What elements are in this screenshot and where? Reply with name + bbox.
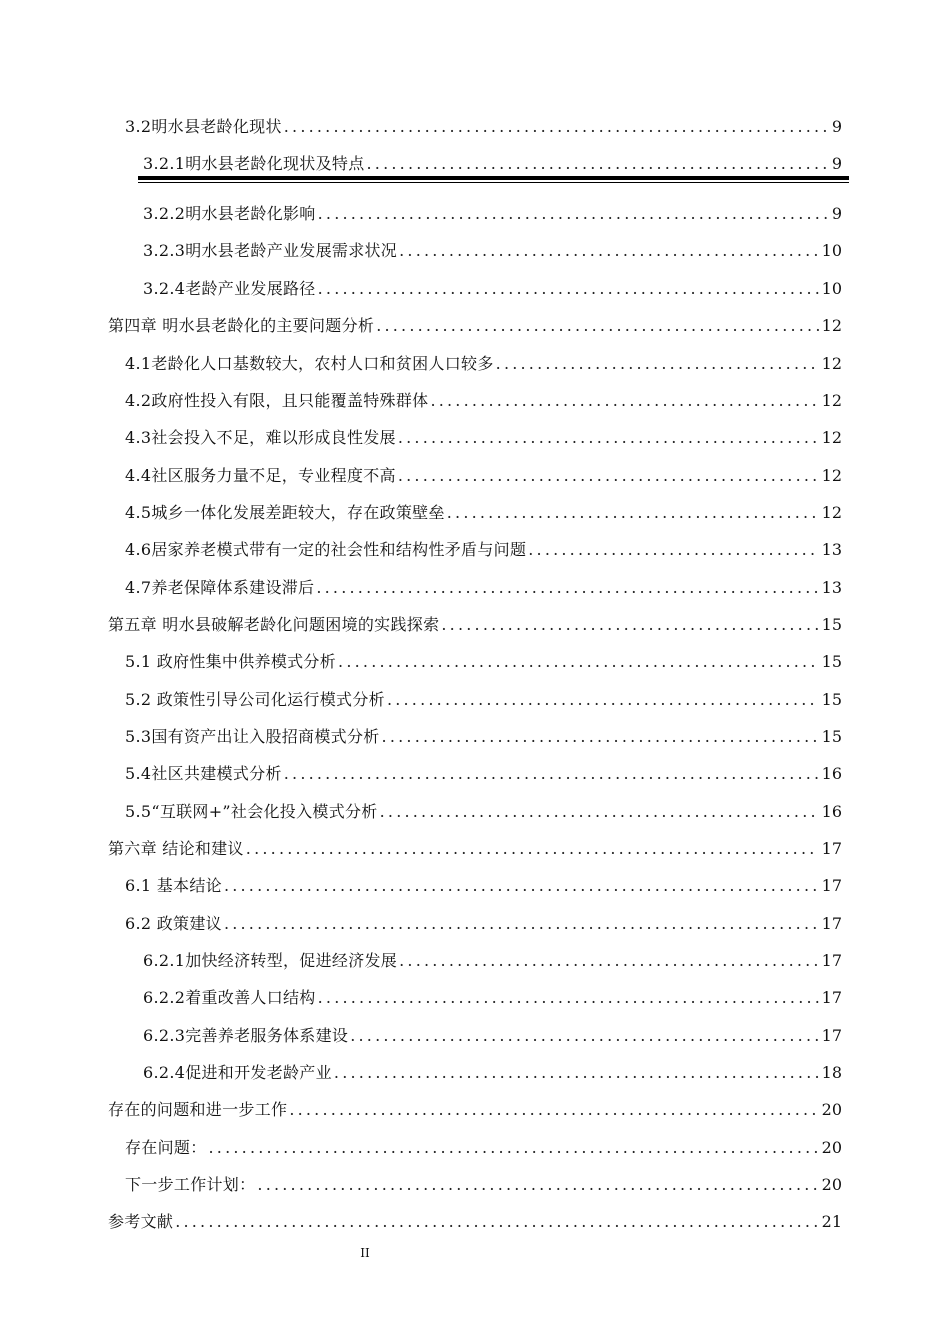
toc-entry-title: 6.2.4促进和开发老龄产业 (143, 1063, 332, 1082)
dot-leader (284, 116, 829, 138)
toc-entry-page: 12 (821, 503, 842, 522)
dot-leader (447, 502, 819, 524)
footer-page-number: II (360, 1246, 370, 1260)
toc-entry-title: 6.2.2着重改善人口结构 (143, 988, 316, 1007)
toc-entry-page: 20 (821, 1175, 842, 1194)
toc-entry[interactable] (125, 867, 842, 897)
toc-entry[interactable] (125, 494, 842, 524)
dot-leader (382, 726, 819, 748)
toc-entry[interactable] (108, 1091, 842, 1121)
toc-entry-page: 16 (821, 802, 842, 821)
toc-entry[interactable] (125, 1166, 842, 1196)
toc-entry[interactable] (125, 755, 842, 785)
header-rule-thin (138, 182, 849, 183)
toc-entry-title: 5.5“互联网+”社会化投入模式分析 (125, 802, 378, 821)
dot-leader (175, 1211, 818, 1233)
toc-entry[interactable] (143, 1054, 842, 1084)
toc-entry-title: 4.5城乡一体化发展差距较大，存在政策壁垒 (125, 503, 445, 522)
toc-entry[interactable] (108, 830, 842, 860)
dot-leader (350, 1025, 818, 1047)
dot-leader (318, 203, 829, 225)
toc-entry-title: 第六章 结论和建议 (108, 839, 244, 858)
toc-entry-page: 13 (821, 540, 842, 559)
toc-entry-page: 17 (821, 951, 842, 970)
toc-entry-page: 16 (821, 764, 842, 783)
dot-leader (399, 950, 819, 972)
toc-entry-page: 21 (821, 1212, 842, 1231)
toc-entry-title: 6.2.3完善养老服务体系建设 (143, 1026, 349, 1045)
dot-leader (246, 838, 819, 860)
toc-entry-page: 10 (821, 279, 842, 298)
toc-entry[interactable] (125, 419, 842, 449)
toc-entry-page: 15 (821, 727, 842, 746)
dot-leader (224, 875, 819, 897)
toc-entry[interactable] (143, 145, 842, 175)
toc-entry[interactable] (108, 307, 842, 337)
toc-entry-page: 10 (821, 241, 842, 260)
toc-entry-title: 3.2.3明水县老龄产业发展需求状况 (143, 241, 398, 260)
dot-leader (284, 763, 819, 785)
toc-entry-title: 下一步工作计划： (125, 1175, 256, 1194)
toc-entry-title: 5.3国有资产出让入股招商模式分析 (125, 727, 380, 746)
toc-entry-title: 4.3社会投入不足，难以形成良性发展 (125, 428, 396, 447)
toc-entry-page: 17 (821, 1026, 842, 1045)
toc-entry-title: 5.2 政策性引导公司化运行模式分析 (125, 690, 385, 709)
dot-leader (316, 577, 818, 599)
toc-entry[interactable] (108, 1203, 842, 1233)
toc-entry-page: 17 (821, 876, 842, 895)
toc-entry-title: 3.2.1明水县老龄化现状及特点 (143, 154, 365, 173)
toc-entry[interactable] (125, 643, 842, 673)
toc-entry-title: 4.4社区服务力量不足，专业程度不高 (125, 466, 396, 485)
toc-entry-page: 9 (831, 117, 842, 136)
toc-entry-title: 4.7养老保障体系建设滞后 (125, 578, 315, 597)
toc-entry-title: 存在的问题和进一步工作 (108, 1100, 288, 1119)
dot-leader (399, 240, 819, 262)
toc-entry[interactable] (143, 1017, 842, 1047)
toc-entry-title: 3.2.2明水县老龄化影响 (143, 204, 316, 223)
toc-entry-page: 17 (821, 839, 842, 858)
toc-entry-page: 12 (821, 391, 842, 410)
dot-leader (430, 390, 818, 412)
toc-entry-title: 5.4社区共建模式分析 (125, 764, 282, 783)
dot-leader (338, 651, 819, 673)
toc-entry[interactable] (125, 345, 842, 375)
toc-entry-page: 12 (821, 354, 842, 373)
toc-entry-title: 6.1 基本结论 (125, 876, 222, 895)
toc-entry[interactable] (125, 382, 842, 412)
dot-leader (441, 614, 818, 636)
toc-entry-title: 第五章 明水县破解老龄化问题困境的实践探索 (108, 615, 440, 634)
toc-entry-title: 3.2.4老龄产业发展路径 (143, 279, 316, 298)
toc-entry-page: 12 (821, 316, 842, 335)
toc-entry-title: 第四章 明水县老龄化的主要问题分析 (108, 316, 375, 335)
dot-leader (496, 353, 819, 375)
toc-entry[interactable] (125, 569, 842, 599)
toc-entry[interactable] (143, 942, 842, 972)
toc-entry-title: 存在问题： (125, 1138, 207, 1157)
toc-entry-page: 12 (821, 428, 842, 447)
toc-entry[interactable] (143, 195, 842, 225)
toc-entry-page: 18 (821, 1063, 842, 1082)
dot-leader (380, 801, 819, 823)
toc-entry[interactable] (143, 979, 842, 1009)
dot-leader (376, 315, 818, 337)
toc-entry[interactable] (125, 531, 842, 561)
toc-entry-title: 3.2明水县老龄化现状 (125, 117, 282, 136)
toc-entry[interactable] (125, 718, 842, 748)
toc-entry[interactable] (108, 606, 842, 636)
toc-entry[interactable] (125, 1129, 842, 1159)
toc-entry-page: 17 (821, 914, 842, 933)
dot-leader (224, 913, 819, 935)
toc-entry-page: 20 (821, 1138, 842, 1157)
toc-entry-page: 13 (821, 578, 842, 597)
toc-entry[interactable] (125, 681, 842, 711)
header-rule-thick (138, 176, 849, 180)
dot-leader (257, 1174, 818, 1196)
toc-entry-page: 20 (821, 1100, 842, 1119)
dot-leader (334, 1062, 819, 1084)
toc-entry[interactable] (125, 905, 842, 935)
toc-entry[interactable] (143, 232, 842, 262)
toc-entry[interactable] (125, 793, 842, 823)
toc-entry[interactable] (125, 457, 842, 487)
toc-entry-title: 6.2 政策建议 (125, 914, 222, 933)
dot-leader (318, 278, 819, 300)
toc-entry-title: 4.1老龄化人口基数较大，农村人口和贫困人口较多 (125, 354, 494, 373)
toc-entry-page: 9 (831, 154, 842, 173)
toc-entry-title: 5.1 政府性集中供养模式分析 (125, 652, 337, 671)
dot-leader (398, 465, 819, 487)
dot-leader (398, 427, 819, 449)
dot-leader (528, 539, 818, 561)
toc-entry[interactable] (125, 108, 842, 138)
toc-entry-title: 6.2.1加快经济转型，促进经济发展 (143, 951, 398, 970)
dot-leader (209, 1137, 819, 1159)
toc-entry-page: 9 (831, 204, 842, 223)
dot-leader (367, 153, 829, 175)
toc-entry-page: 17 (821, 988, 842, 1007)
toc-entry[interactable] (143, 270, 842, 300)
toc-entry-title: 4.2政府性投入有限，且只能覆盖特殊群体 (125, 391, 429, 410)
toc-entry-page: 15 (821, 615, 842, 634)
dot-leader (289, 1099, 818, 1121)
toc-entry-page: 15 (821, 652, 842, 671)
toc-entry-page: 12 (821, 466, 842, 485)
toc-entry-page: 15 (821, 690, 842, 709)
toc-entry-title: 4.6居家养老模式带有一定的社会性和结构性矛盾与问题 (125, 540, 527, 559)
dot-leader (387, 689, 819, 711)
dot-leader (318, 987, 819, 1009)
toc-entry-title: 参考文献 (108, 1212, 174, 1231)
